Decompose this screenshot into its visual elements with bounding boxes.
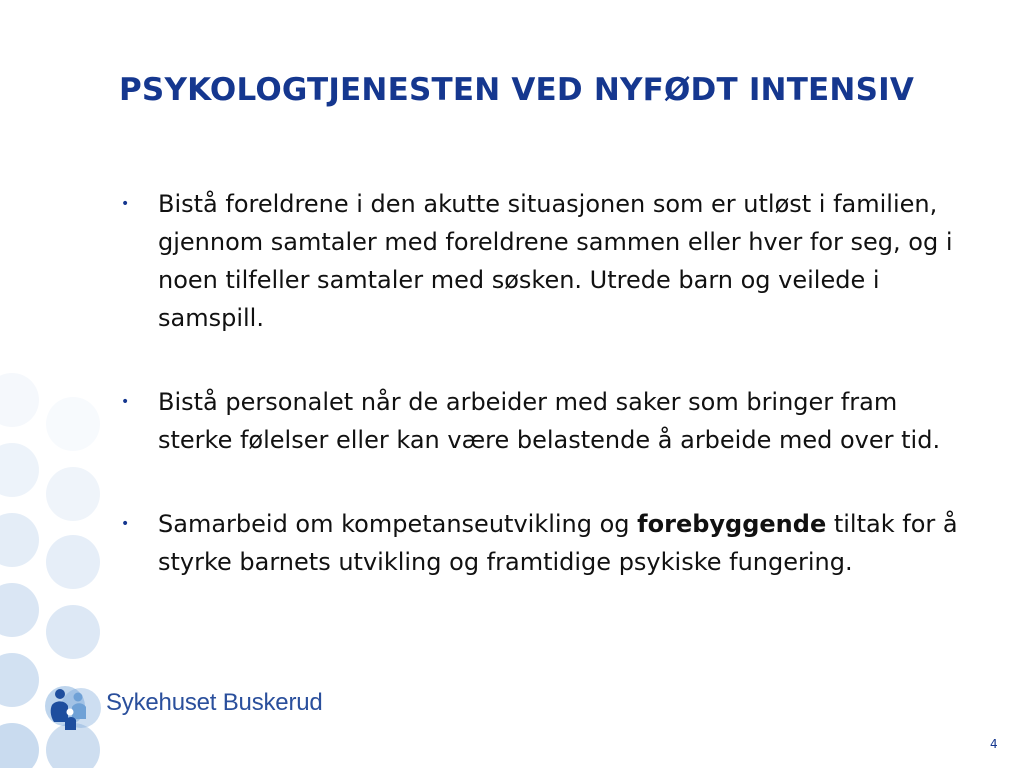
bullet-item (118, 185, 968, 337)
hospital-family-logo-icon (44, 678, 102, 734)
logo-text: Sykehuset Buskerud (106, 689, 323, 716)
bullet-text-before: Samarbeid om kompetanseutvikling og (158, 510, 638, 538)
bullet-list (118, 185, 968, 627)
bullet-item (118, 383, 968, 459)
bullet-marker: • (121, 394, 130, 410)
bullet-marker: • (121, 516, 130, 532)
bullet-text-after: tiltak for å styrke barnets utvikling og framtidige psykiske fungering. (158, 510, 958, 576)
logo (44, 678, 324, 734)
bullet-item (118, 505, 968, 581)
bullet-marker: • (121, 196, 130, 212)
slide-title: PSYKOLOGTJENESTEN VED NYFØDT INTENSIV (119, 72, 915, 108)
bullet-text-bold: forebyggende (637, 510, 827, 538)
bullet-text: Bistå personalet når de arbeider med saker som bringer fram sterke følelser eller kan være belastende å arbeide med over tid. (158, 388, 941, 454)
page-number: 4 (990, 737, 998, 751)
bullet-text: Bistå foreldrene i den akutte situasjonen som er utløst i familien, gjennom samtaler med foreldrene sammen eller hver for seg, og i noen tilfeller samtaler med søsken. Utrede barn og veilede i samspill. (158, 190, 953, 332)
